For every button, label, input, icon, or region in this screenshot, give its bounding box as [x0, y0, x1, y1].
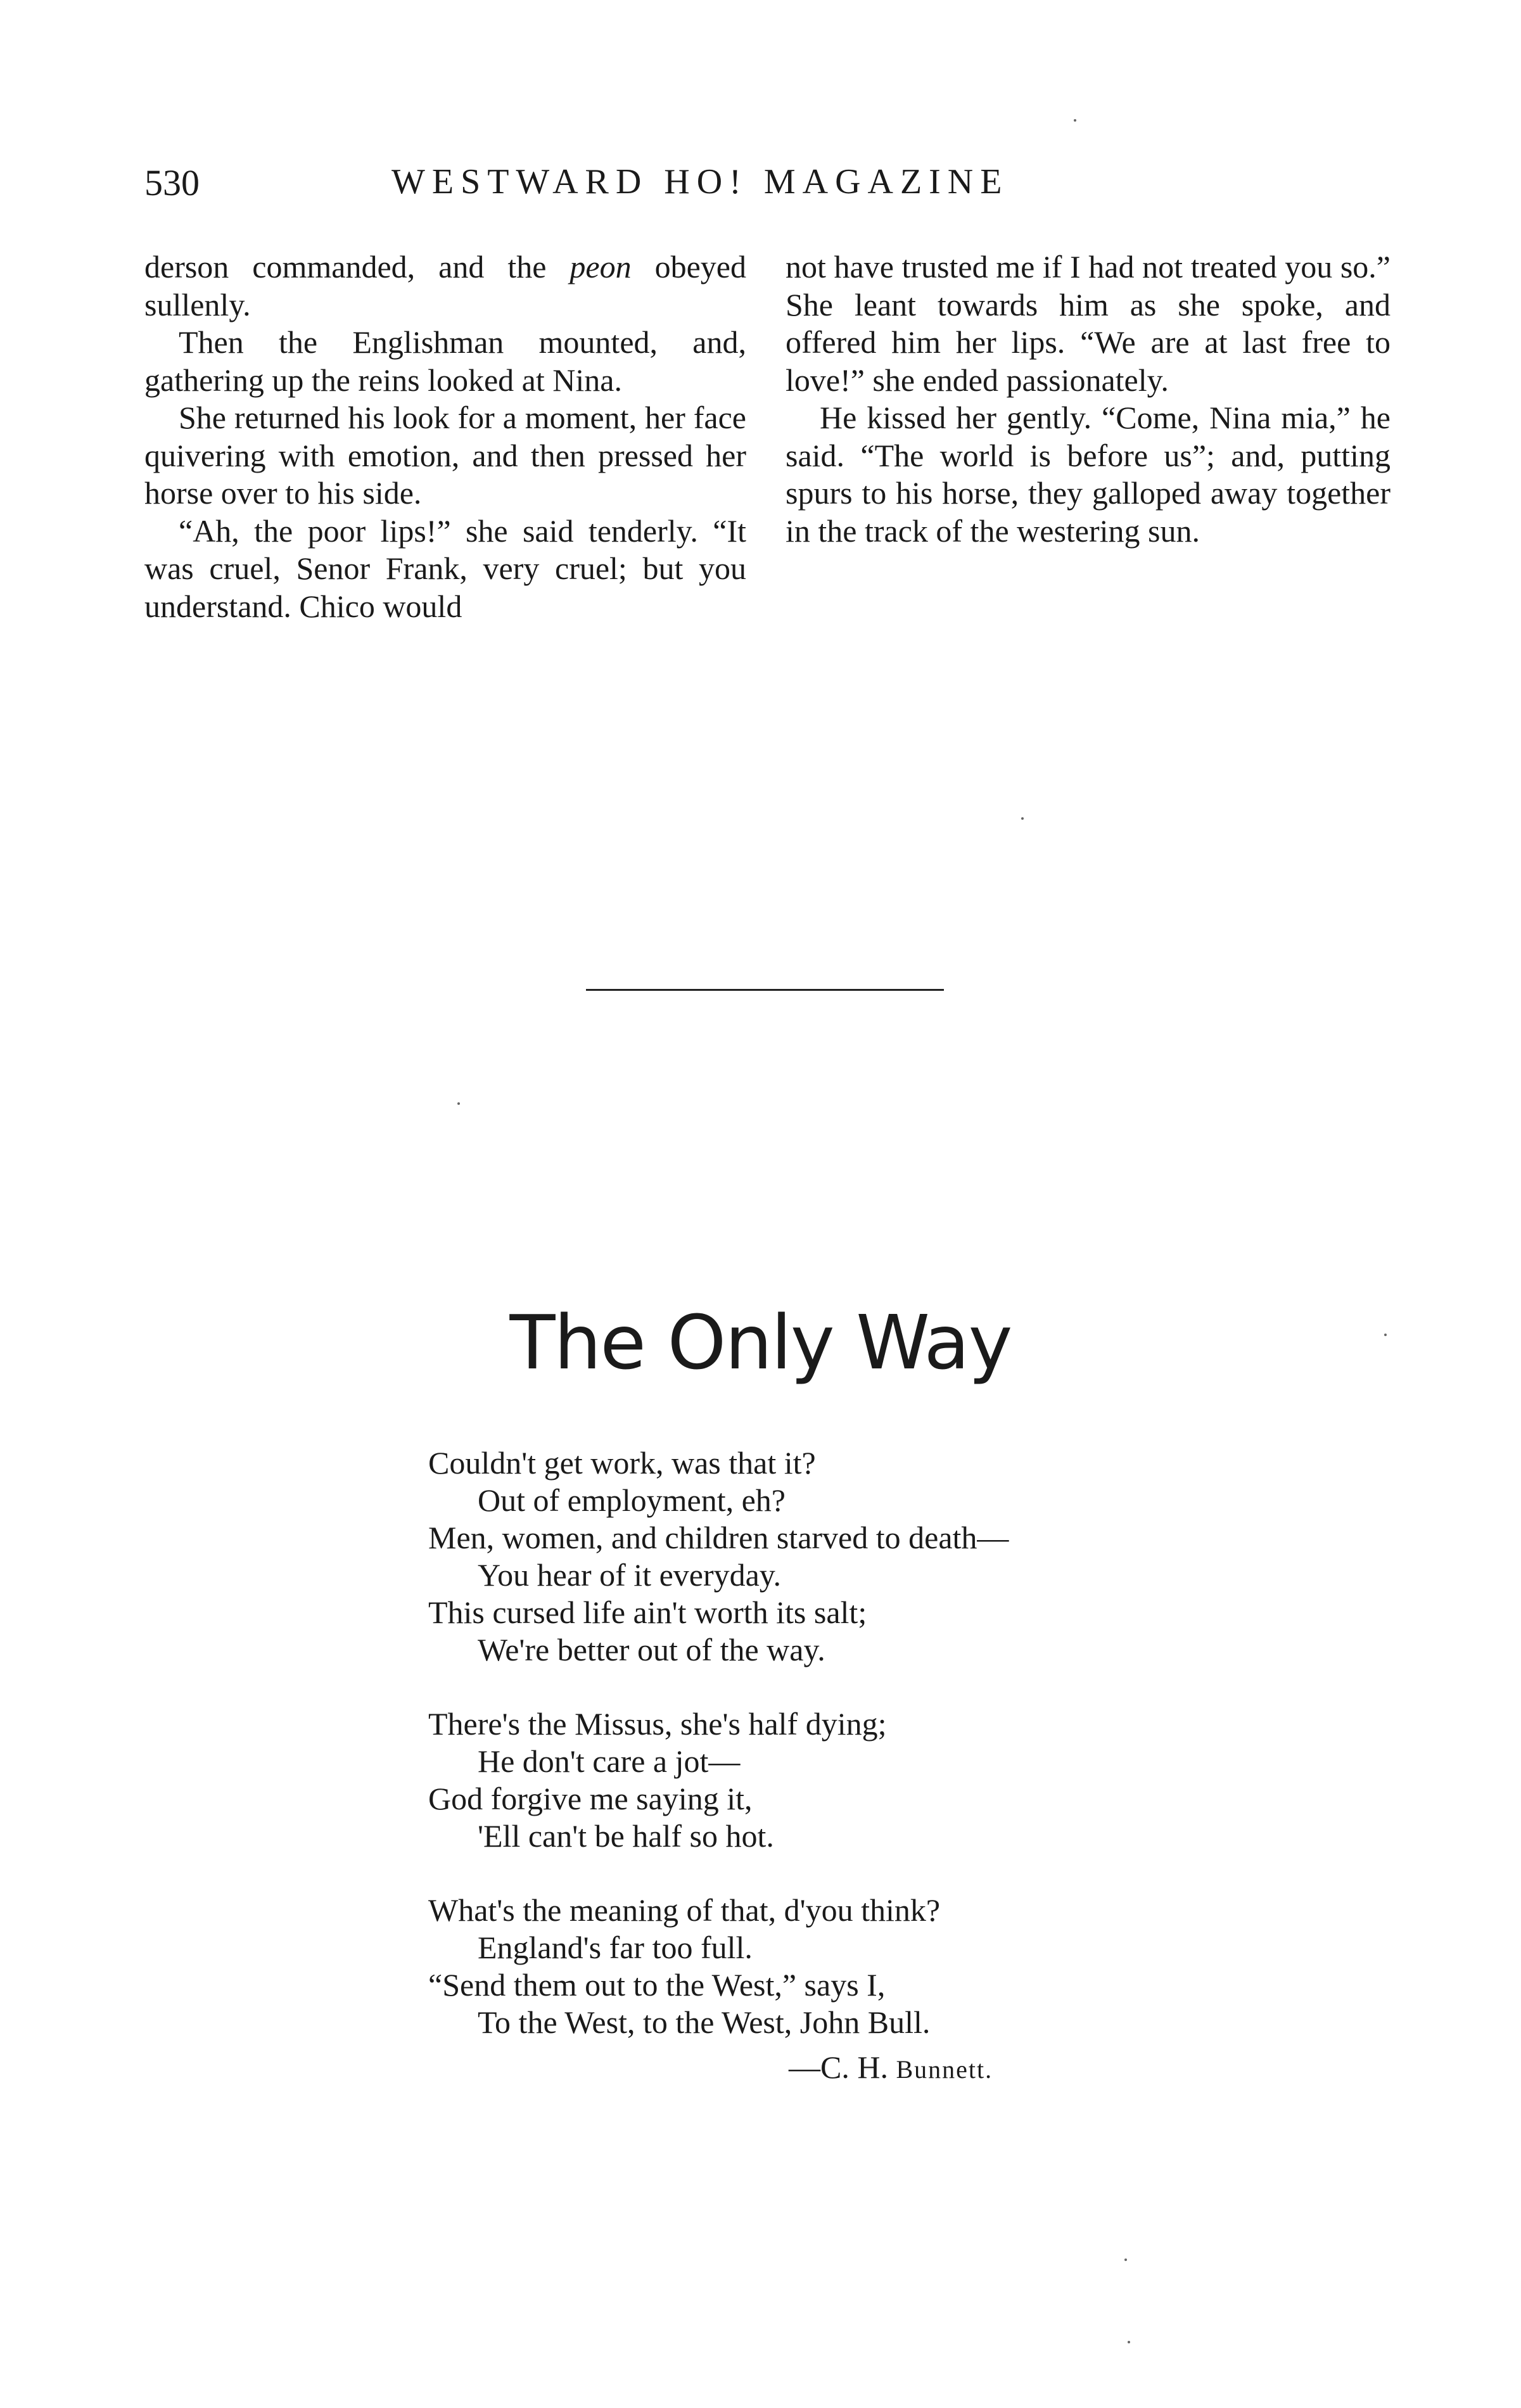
story-paragraph: derson commanded, and the peon obeyed sullenly. — [144, 249, 747, 322]
poem-title: The Only Way — [509, 1299, 1012, 1386]
poem-line: God forgive me saying it, — [428, 1781, 753, 1816]
emphasis: peon — [570, 249, 632, 284]
story-paragraph: She returned his look for a moment, her face quivering with emotion, and then pressed her horse over to his side. — [144, 400, 746, 511]
poem-line: He don't care a jot— — [478, 1743, 741, 1779]
magazine-title: WESTWARD HO! MAGAZINE — [391, 162, 1009, 201]
poem-line: 'Ell can't be half so hot. — [478, 1818, 774, 1854]
poem-line: To the West, to the West, John Bull. — [478, 2004, 931, 2040]
poem-line: This cursed life ain't worth its salt; — [428, 1595, 867, 1630]
poem-line: Men, women, and children starved to death— — [428, 1520, 1009, 1555]
poem — [428, 1444, 1188, 2078]
story-column-right — [786, 248, 1391, 550]
scan-speck — [1021, 817, 1024, 820]
story-paragraph: Then the Englishman mounted, and, gathering up the reins looked at Nina. — [144, 324, 746, 398]
poem-line: There's the Missus, she's half dying; — [428, 1706, 887, 1742]
poem-stanza — [428, 1705, 1188, 1855]
poem-line: We're better out of the way. — [478, 1632, 825, 1667]
page-number: 530 — [144, 162, 200, 203]
scan-speck — [457, 1102, 460, 1105]
author-name: Bunnett. — [896, 2055, 993, 2084]
story-column-left — [144, 248, 746, 625]
scan-speck — [1128, 2341, 1130, 2343]
scan-speck — [1384, 1334, 1387, 1336]
scan-speck — [1074, 119, 1076, 122]
section-divider — [586, 989, 944, 991]
story-paragraph: not have trusted me if I had not treated you so.” She leant towards him as she spoke, and offered him her lips. “We are at last free to love!” she ended passionately. — [786, 249, 1391, 398]
running-head — [144, 162, 1114, 219]
poem-line: You hear of it everyday. — [478, 1557, 782, 1593]
poem-stanza — [428, 1444, 1188, 1669]
poem-stanza — [428, 1892, 1188, 2041]
poem-line: Out of employment, eh? — [478, 1482, 786, 1518]
story-paragraph: He kissed her gently. “Come, Nina mia,” he said. “The world is before us”; and, putting spurs to his horse, they galloped away together in the track of the westering sun. — [786, 400, 1391, 549]
poem-attribution: —C. H. Bunnett. — [789, 2049, 993, 2085]
story-paragraph: “Ah, the poor lips!” she said tenderly. “It was cruel, Senor Frank, very cruel; but you understand. Chico would — [144, 513, 746, 624]
poem-line: What's the meaning of that, d'you think? — [428, 1892, 941, 1928]
poem-line: England's far too full. — [478, 1930, 753, 1965]
poem-line: “Send them out to the West,” says I, — [428, 1967, 886, 2003]
scan-speck — [1124, 2258, 1127, 2261]
poem-line: Couldn't get work, was that it? — [428, 1445, 816, 1481]
